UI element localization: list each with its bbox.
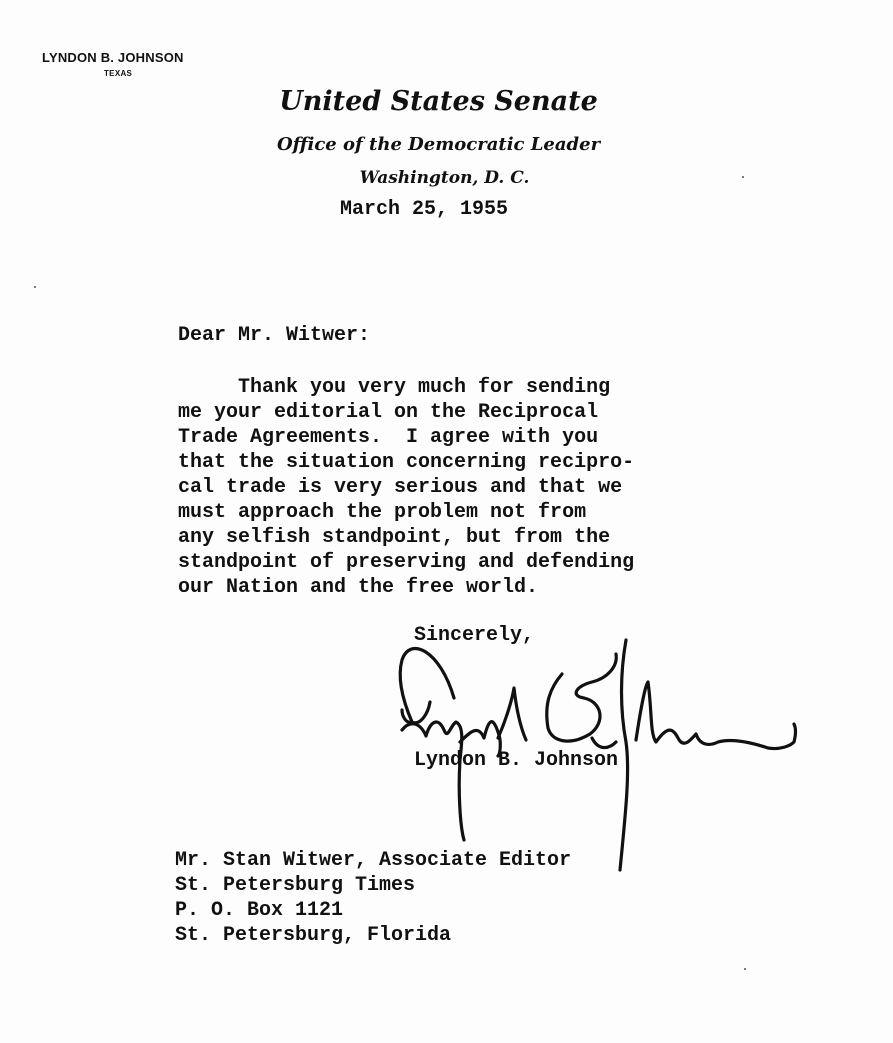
closing: Sincerely, (414, 624, 535, 647)
body-line: me your editorial on the Reciprocal (178, 401, 599, 424)
body-line: cal trade is very serious and that we (178, 476, 623, 499)
signer-typed-name: Lyndon B. Johnson (414, 749, 619, 772)
address-line: St. Petersburg, Florida (175, 924, 452, 947)
letterhead-institution: United States Senate (279, 86, 598, 117)
address-line: P. O. Box 1121 (175, 899, 344, 922)
paper-speck (744, 968, 746, 970)
body-line: must approach the problem not from (178, 501, 587, 524)
letter-date: March 25, 1955 (340, 198, 509, 221)
letterhead-location: Washington, D. C. (359, 168, 530, 188)
sender-name: LYNDON B. JOHNSON (42, 50, 184, 65)
address-line: Mr. Stan Witwer, Associate Editor (175, 849, 572, 872)
body-line: our Nation and the free world. (178, 576, 539, 599)
body-line: any selfish standpoint, but from the (178, 526, 611, 549)
paper-speck (34, 286, 36, 288)
body-line: standpoint of preserving and defending (178, 551, 635, 574)
paper-speck (742, 176, 744, 178)
body-line: that the situation concerning recipro- (178, 451, 635, 474)
body-line: Trade Agreements. I agree with you (178, 426, 599, 449)
address-line: St. Petersburg Times (175, 874, 416, 897)
salutation: Dear Mr. Witwer: (178, 324, 371, 347)
sender-state: TEXAS (104, 69, 133, 78)
body-line: Thank you very much for sending (178, 376, 611, 399)
letterhead-office: Office of the Democratic Leader (276, 134, 601, 155)
